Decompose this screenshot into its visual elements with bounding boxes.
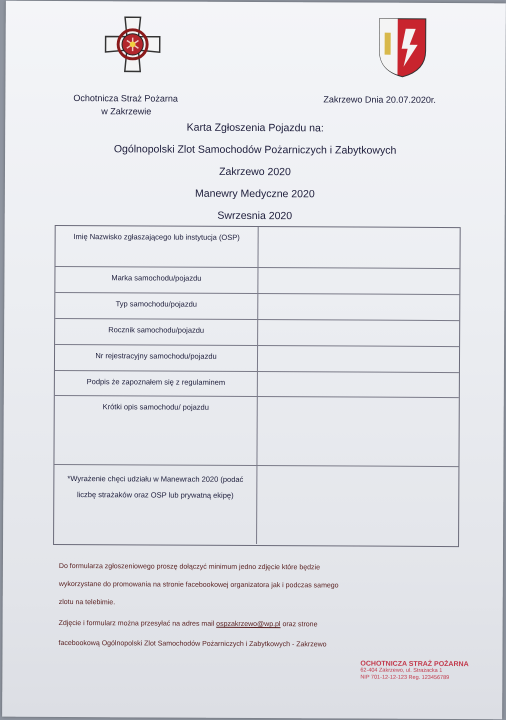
stamp-line: 62-404 Zakrzewo, ul. Strażacka 1 [360, 667, 443, 674]
registration-number-field[interactable] [259, 346, 459, 372]
stamp-line: NIP 701-12-12-123 Reg. 123456789 [360, 674, 450, 682]
note-text: Zdjęcie i formularz można przesyłać na adres mail [58, 619, 215, 628]
organization-name: Ochotnicza Straż Pożarna [73, 93, 178, 104]
note-line [59, 620, 318, 628]
participation-field[interactable] [258, 466, 458, 545]
table-row [55, 293, 459, 321]
row-label: Imię Nazwisko zgłaszającego lub instytucja (OSP) [55, 226, 258, 267]
stamp-line: OCHOTNICZA STRAŻ POŻARNA [360, 660, 469, 669]
note-line: zlotu na telebimie. [58, 598, 116, 607]
row-label: Krótki opis samochodu/ pojazdu [54, 396, 257, 465]
table-row [54, 465, 458, 545]
row-label: Nr rejestracyjny samochodu/pojazdu [55, 345, 258, 371]
row-label: Rocznik samochodu/pojazdu [55, 319, 258, 345]
event-edition: Zakrzewo 2020 [219, 165, 291, 179]
email-link[interactable]: ospzakrzewo@wp.pl [216, 620, 281, 629]
table-row [55, 319, 459, 347]
note-line: facebookową Ogólnopolski Zlot Samochodów Pożarniczych i Zabytkowych - Zakrzewo [58, 639, 327, 649]
table-row [55, 371, 459, 398]
applicant-name-field[interactable] [259, 227, 459, 268]
vehicle-make-field[interactable] [259, 268, 459, 294]
signature-field[interactable] [259, 372, 459, 397]
document-page [2, 1, 506, 720]
vehicle-year-field[interactable] [259, 320, 459, 346]
note-text: oraz strone [282, 621, 318, 629]
place-and-date: Zakrzewo Dnia 20.07.2020r. [323, 94, 436, 105]
vehicle-description-field[interactable] [258, 397, 458, 466]
fire-brigade-cross-logo [103, 15, 161, 73]
row-label: Typ samochodu/pojazdu [55, 293, 258, 319]
table-row [54, 396, 458, 467]
event-name: Ogólnopolski Zlot Samochodów Pożarniczych i Zabytkowych [113, 143, 397, 157]
organization-location: w Zakrzewie [101, 106, 152, 117]
event-date: Swrzesnia 2020 [217, 209, 293, 223]
vehicle-type-field[interactable] [259, 294, 459, 320]
event-subtitle: Manewry Medyczne 2020 [195, 187, 315, 201]
row-label: Marka samochodu/pojazdu [55, 267, 258, 293]
note-line: wykorzystane do promowania na stronie facebookowej organizatora jak i podczas samego [58, 580, 339, 590]
registration-form-table [53, 225, 461, 547]
table-row [55, 226, 459, 269]
note-line: Do formularza zgłoszeniowego proszę dołączyć minimum jedno zdjęcie które będzie [58, 562, 321, 572]
coat-of-arms-logo [375, 15, 429, 79]
table-row [55, 267, 459, 295]
form-title: Karta Zgłoszenia Pojazdu na: [186, 121, 324, 135]
row-label: *Wyrażenie chęci udziału w Manewrach 2020 (podać liczbę strażaków oraz OSP lub prywatną ekipę) [54, 465, 257, 544]
organization-stamp [360, 661, 488, 704]
row-label: Podpis że zapoznałem się z regulaminem [55, 371, 258, 396]
table-row [55, 345, 459, 373]
